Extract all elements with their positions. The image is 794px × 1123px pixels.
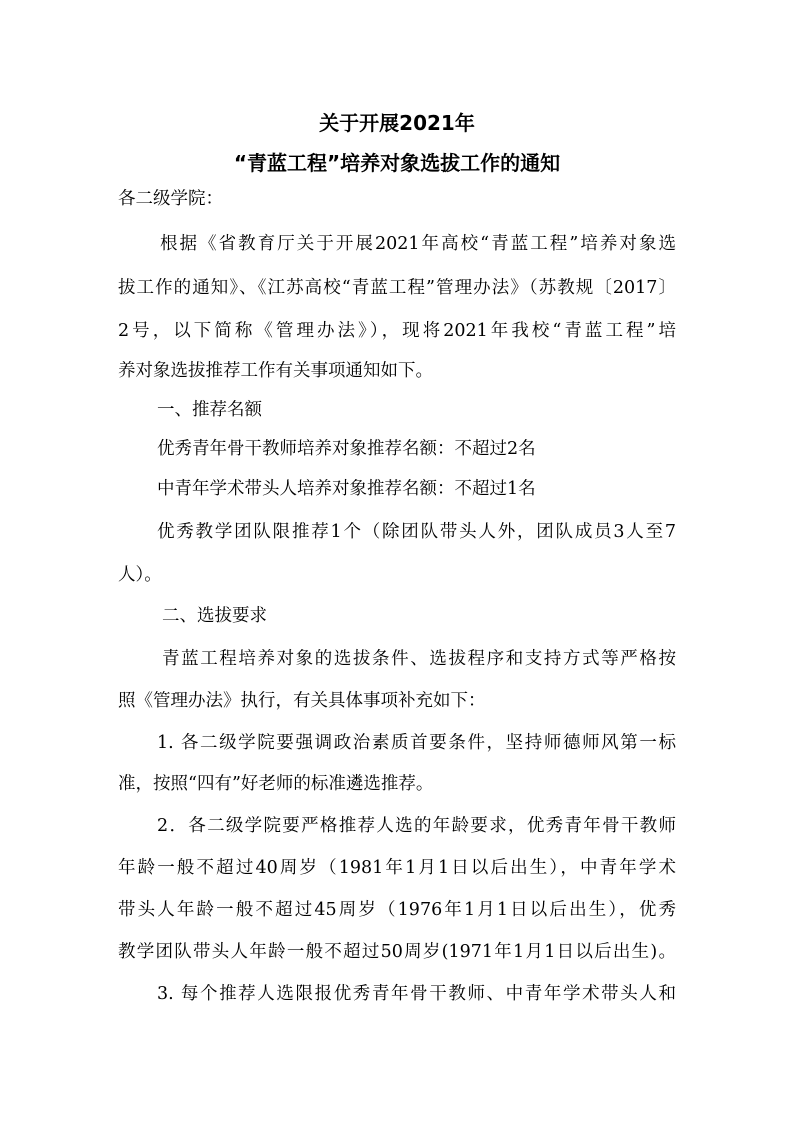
requirement-2-line-1: 2．各二级学院要严格推荐人选的年龄要求，优秀青年骨干教师 (157, 816, 676, 836)
intro-line-3: 2号，以下简称《管理办法》），现将2021年我校“青蓝工程”培 (118, 321, 676, 341)
requirement-2-line-4: 教学团队带头人年龄一般不超过50周岁(1971年1月1日以后出生)。 (118, 942, 676, 962)
section-2-intro-line-1: 青蓝工程培养对象的选拔条件、选拔程序和支持方式等严格按 (162, 649, 676, 669)
requirement-1-line-1: 1. 各二级学院要强调政治素质首要条件，坚持师德师风第一标 (157, 733, 676, 753)
quota-item-young-teacher: 优秀青年骨干教师培养对象推荐名额：不超过2名 (157, 439, 536, 459)
document-title-line-2: “青蓝工程”培养对象选拔工作的通知 (233, 151, 561, 175)
section-2-heading: 二、选拔要求 (162, 606, 267, 626)
intro-line-2: 拔工作的通知》、《江苏高校“青蓝工程”管理办法》（苏教规〔2017〕 (118, 278, 676, 298)
intro-line-4: 养对象选拔推荐工作有关事项通知如下。 (118, 361, 433, 381)
section-1-heading: 一、推荐名额 (157, 400, 262, 420)
quota-item-team-line-2: 人）。 (118, 565, 162, 585)
requirement-2-line-2: 年龄一般不超过40周岁（1981年1月1日以后出生），中青年学术 (118, 858, 676, 878)
document-title-line-1: 关于开展2021年 (319, 111, 475, 135)
quota-item-academic-leader: 中青年学术带头人培养对象推荐名额：不超过1名 (157, 479, 536, 499)
requirement-1-line-2: 准，按照“四有”好老师的标准遴选推荐。 (118, 774, 434, 794)
requirement-2-line-3: 带头人年龄一般不超过45周岁（1976年1月1日以后出生），优秀 (118, 900, 676, 920)
section-2-intro-line-2: 照《管理办法》执行，有关具体事项补充如下： (118, 691, 486, 711)
quota-item-team-line-1: 优秀教学团队限推荐1个（除团队带头人外，团队成员3人至7 (157, 522, 676, 542)
intro-line-1: 根据《省教育厅关于开展2021年高校“青蓝工程”培养对象选 (160, 234, 676, 254)
requirement-3-line-1: 3. 每个推荐人选限报优秀青年骨干教师、中青年学术带头人和 (157, 984, 676, 1004)
salutation: 各二级学院： (118, 189, 223, 209)
